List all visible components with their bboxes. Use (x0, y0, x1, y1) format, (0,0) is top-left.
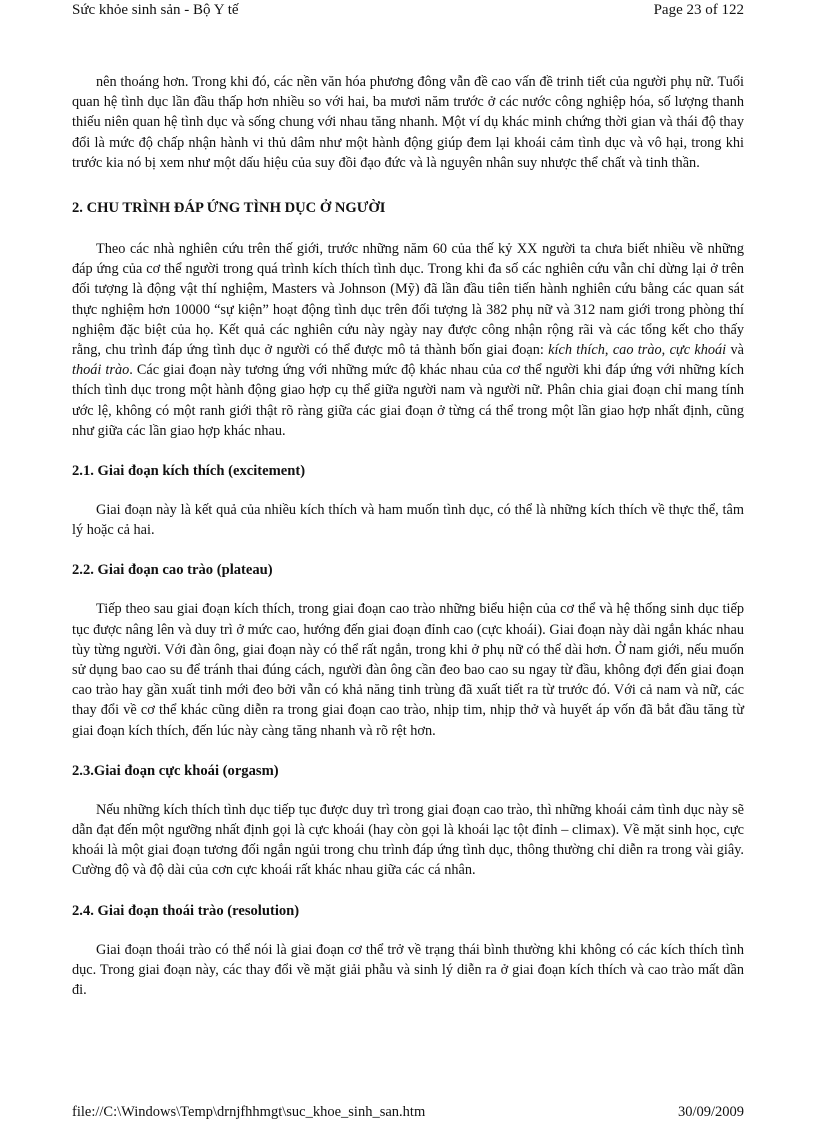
section-2-text-before: Theo các nhà nghiên cứu trên thế giới, trước những năm 60 của thế kỷ XX người ta chưa biết nhiều về những đáp ứng của cơ thể người trong quá trình kích thích tình dục. Trong khi đa số các nghiên cứu vẫn chỉ dừng lại ở trên đối tượng là động vật thí nghiệm, Masters và Johnson (Mỹ) đã lần đầu tiên tiến hành nghiên cứu bằng các quan sát thực nghiệm hơn 10000 “sự kiện” hoạt động tình dục trên đối tượng là 382 phụ nữ và 312 nam giới trong phòng thí nghiệm đặc biệt của họ. Kết quả các nghiên cứu này ngày nay được công nhận rộng rãi và các tổng kết cho thấy rằng, chu trình đáp ứng tình dục ở người có thể được mô tả thành bốn giai đoạn: (72, 241, 744, 359)
separator: và (726, 342, 744, 359)
section-2-4-heading: 2.4. Giai đoạn thoái trào (resolution) (72, 902, 300, 919)
phase-plateau: cao trào (612, 342, 662, 359)
section-2-3-heading: 2.3.Giai đoạn cực khoái (orgasm) (72, 762, 279, 779)
section-2-1-paragraph: Giai đoạn này là kết quả của nhiều kích thích và ham muốn tình dục, có thể là những kích thích về thực thể, tâm lý hoặc cả hai. (72, 502, 744, 539)
separator: , (661, 342, 670, 359)
page-number: Page 23 of 122 (653, 2, 744, 18)
section-2-paragraph (72, 239, 744, 441)
section-2-1-heading: 2.1. Giai đoạn kích thích (excitement) (72, 463, 306, 480)
separator: , (604, 342, 613, 359)
section-2-text-after: . Các giai đoạn này tương ứng với những mức độ khác nhau của cơ thể người khi đáp ứng với những kích thích tình dục trong một hành động giao hợp cụ thể giữa người nam và người nữ. Phân chia giai đoạn chỉ mang tính ước lệ, không có một ranh giới thật rõ ràng giữa các giai đoạn ở từng cá thể trong một lần giao hợp nhất định, cũng như giữa các lần giao hợp khác nhau. (72, 362, 744, 439)
header-title: Sức khỏe sinh sản - Bộ Y tế (72, 2, 239, 18)
phase-resolution: thoái trào (72, 362, 130, 379)
section-2-4-paragraph: Giai đoạn thoái trào có thể nói là giai đoạn cơ thể trở về trạng thái bình thường khi không có các kích thích tình dục. Trong giai đoạn này, các thay đổi về mặt giải phẫu và sinh lý diễn ra ở giai đoạn kích thích và cao trào mất dần đi. (72, 941, 744, 999)
phase-orgasm: cực khoái (669, 342, 727, 359)
footer-date: 30/09/2009 (677, 1104, 744, 1120)
section-2-2-paragraph: Tiếp theo sau giai đoạn kích thích, trong giai đoạn cao trào những biểu hiện của cơ thể và hệ thống sinh dục tiếp tục được nâng lên và duy trì ở mức cao, hướng đến giai đoạn đỉnh cao (cực khoái). Giai đoạn này dài ngắn khác nhau tùy từng người. Với đàn ông, giai đoạn này có thể rất ngắn, trong khi ở phụ nữ có thể dài hơn. Ở nam giới, nếu muốn sử dụng bao cao su để tránh thai đúng cách, người đàn ông cần đeo bao cao su ngay từ đầu, không đợi đến giai đoạn cao trào hay gần xuất tinh mới đeo bởi vẫn có khả năng tinh trùng đã xuất tiết ra từ trước đó. Với cả nam và nữ, các thay đổi về cơ thể khác cũng diễn ra trong giai đoạn cao trào, nhịp tim, nhịp thở và huyết áp vốn đã bắt đầu tăng từ giai đoạn kích thích, đến lúc này càng tăng nhanh và rõ rệt hơn. (72, 601, 744, 739)
intro-paragraph: nên thoáng hơn. Trong khi đó, các nền văn hóa phương đông vẫn đề cao vấn đề trinh tiết của người phụ nữ. Tuổi quan hệ tình dục lần đầu thấp hơn nhiều so với hai, ba mươi năm trước ở các nước công nghiệp hóa, số lượng thanh thiếu niên quan hệ tình dục và sống chung với nhau tăng nhanh. Một ví dụ khác minh chứng thời gian và thái độ thay đổi là mức độ chấp nhận hành vi thủ dâm như một hành động giúp đem lại khoái cảm tình dục và vô hại, trong khi trước kia nó bị xem như một dấu hiệu của suy đồi đạo đức và là nguyên nhân suy nhược thể chất và tinh thần. (72, 74, 744, 171)
phase-excitement: kích thích (548, 342, 605, 359)
section-2-2-heading: 2.2. Giai đoạn cao trào (plateau) (72, 562, 273, 579)
document-body (72, 72, 744, 1000)
section-2-3-paragraph: Nếu những kích thích tình dục tiếp tục được duy trì trong giai đoạn cao trào, thì những khoái cảm tình dục này sẽ dẫn đạt đến một ngưỡng nhất định gọi là cực khoái (hay còn gọi là khoái lạc tột đỉnh – climax). Về mặt sinh học, cực khoái là một giai đoạn tương đối ngắn ngủi trong chu trình đáp ứng tình dục, thông thường chỉ diễn ra trong vài giây. Cường độ và độ dài của cơn cực khoái rất khác nhau giữa các cá nhân. (72, 801, 744, 879)
section-2-heading: 2. CHU TRÌNH ĐÁP ỨNG TÌNH DỤC Ở NGƯỜI (72, 200, 386, 217)
footer-file-path: file://C:\Windows\Temp\drnjfhhmgt\suc_khoe_sinh_san.htm (72, 1104, 426, 1120)
